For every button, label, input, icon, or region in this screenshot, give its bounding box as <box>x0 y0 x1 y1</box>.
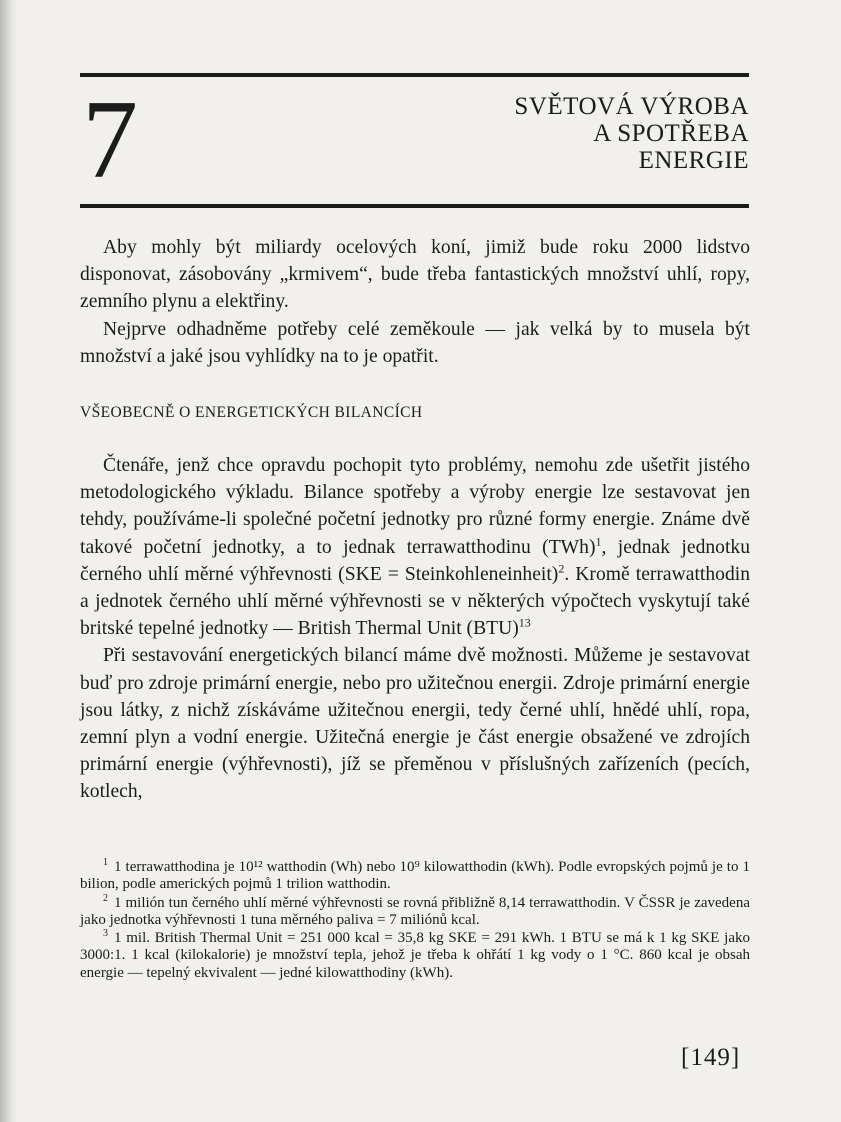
footnote-reference: 13 <box>518 615 531 630</box>
chapter-title-line: A SPOTŘEBA <box>593 120 749 147</box>
page-number: [149] <box>681 1044 741 1071</box>
chapter-title-line: ENERGIE <box>638 147 749 174</box>
page-edge-shadow <box>0 0 18 1122</box>
footnote <box>80 930 750 982</box>
header-rule-top <box>80 73 749 77</box>
section-body <box>80 452 750 806</box>
paragraph-text: . Kromě terrawatthodin a jednotek černého uhlí měrné výhřevnosti se v některých výpočtech vyskytují také britské tepelné jednotky — British Thermal Unit (BTU) <box>80 563 750 640</box>
chapter-number: 7 <box>82 78 138 202</box>
intro-paragraph: Nejprve odhadněme potřeby celé zeměkoule — jak velká by to musela být množství a jaké jsou vyhlídky na to je opatřit. <box>80 318 750 367</box>
footnote-text: 1 terrawatthodina je 10¹² watthodin (Wh) nebo 10⁹ kilowatthodin (kWh). Podle evropských pojmů je to 1 bilion, podle amerických pojmů 1 trilion watthodin. <box>80 859 750 893</box>
paragraph-text: Čtenáře, jenž chce opravdu pochopit tyto problémy, nemohu zde ušetřit jistého metodologického výkladu. Bilance spotřeby a výroby energie lze sestavovat jen tehdy, používáme-li společné početní jednotky pro různé formy energie. Známe dvě takové početní jednotky, a to jednak terrawatthodinu (TWh) <box>80 455 750 558</box>
header-rule-bottom <box>80 204 749 208</box>
paragraph-text: , jednak jednotku černého uhlí měrné výhřevnosti (SKE = Steinkohleneinheit) <box>80 536 750 585</box>
footnote-text: 1 milión tun černého uhlí měrné výhřevnosti se rovná přibližně 8,14 terrawatthodin. V ČSSR je zavedena jako jednotka výhřevnosti 1 tuna měrného paliva = 7 miliónů kcal. <box>80 894 750 928</box>
body-paragraph: Při sestavování energetických bilancí máme dvě možnosti. Můžeme je sestavovat buď pro zdroje primární energie, nebo pro užitečnou energii. Zdroje primární energie jsou látky, z nichž získáváme užitečnou energii, tedy černé uhlí, hnědé uhlí, ropa, zemní plyn a vodní energie. Užitečná energie je část energie obsažené ve zdrojích primární energie (výhřevnosti), jíž se přeměnou v příslušných zařízeních (pecích, kotlech, <box>80 645 750 803</box>
intro-paragraph: Aby mohly být miliardy ocelových koní, jimiž bude roku 2000 lidstvo disponovat, zásobovány „krmivem“, bude třeba fantastických množství uhlí, ropy, zemního plynu a elektřiny. <box>80 237 750 313</box>
footnote-reference: 2 <box>558 561 565 576</box>
footnote-text: 1 mil. British Thermal Unit = 251 000 kcal = 35,8 kg SKE = 291 kWh. 1 BTU se má k 1 kg SKE jako 3000:1. 1 kcal (kilokalorie) je množství tepla, jehož je třeba k ohřátí 1 kg vody o 1 °C. 860 kcal je obsah energie — tepelný ekvivalent — jedné kilowatthodiny (kWh). <box>80 930 750 981</box>
chapter-title <box>329 93 749 174</box>
footnote-mark: 3 <box>103 928 108 940</box>
footnotes <box>80 859 750 983</box>
footnote-reference: 1 <box>595 534 602 549</box>
footnote-mark: 1 <box>103 857 108 868</box>
section-heading: VŠEOBECNĚ O ENERGETICKÝCH BILANCÍCH <box>80 404 423 421</box>
chapter-title-line: SVĚTOVÁ VÝROBA <box>514 93 749 120</box>
intro-text <box>80 234 750 370</box>
footnote <box>80 892 750 930</box>
footnote <box>80 859 750 894</box>
footnote-mark: 2 <box>103 892 108 904</box>
body-paragraph <box>80 452 750 642</box>
